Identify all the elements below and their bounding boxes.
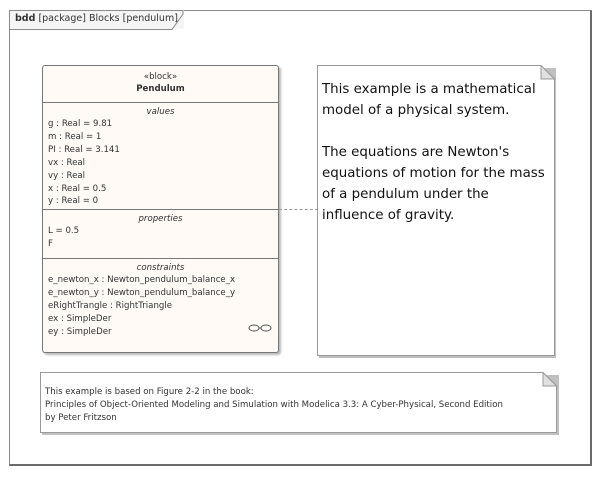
- note-paragraph: The equations are Newton's equations of motion for the mass of a pendulum under the influence of gravity.: [322, 145, 545, 223]
- value-item[interactable]: y : Real = 0: [48, 196, 99, 207]
- properties-compartment: [43, 210, 278, 259]
- constraint-item[interactable]: eRightTrangle : RightTriangle: [48, 300, 173, 311]
- frame-label-tab[interactable]: [9, 10, 184, 29]
- constraint-item[interactable]: ey : SimpleDer: [48, 326, 112, 337]
- frame-title: [15, 13, 178, 24]
- link-chain-icon[interactable]: [248, 324, 272, 335]
- constraints-title: constraints: [136, 263, 185, 273]
- values-compartment: [43, 103, 278, 210]
- note-line: by Peter Fritzson: [45, 412, 117, 423]
- value-item[interactable]: vx : Real: [48, 157, 86, 168]
- value-item[interactable]: g : Real = 9.81: [48, 119, 113, 129]
- value-item[interactable]: vy : Real: [48, 170, 86, 181]
- note-connector-line[interactable]: [279, 209, 318, 210]
- constraint-item[interactable]: e_newton_y : Newton_pendulum_balance_y: [48, 287, 236, 298]
- constraints-compartment: [43, 259, 278, 343]
- value-item[interactable]: m : Real = 1: [48, 131, 102, 142]
- note-paragraph: This example is a mathematical model of a physical system.: [322, 82, 536, 118]
- block-stereotype: «block»: [143, 72, 178, 82]
- diagram-label: [package] Blocks [pendulum]: [38, 13, 178, 24]
- note-text: [322, 79, 547, 247]
- note-description[interactable]: [317, 65, 555, 357]
- note-line: This example is based on Figure 2-2 in the book:: [45, 387, 254, 397]
- properties-title: properties: [138, 214, 183, 224]
- block-header: [43, 66, 278, 103]
- block-name: Pendulum: [136, 84, 185, 94]
- note-reference[interactable]: [40, 372, 557, 434]
- constraint-item[interactable]: e_newton_x : Newton_pendulum_balance_x: [48, 275, 236, 285]
- note-line: Principles of Object-Oriented Modeling and Simulation with Modelica 3.3: A Cyber-Physical, Second Edition: [45, 399, 503, 410]
- value-item[interactable]: PI : Real = 3.141: [48, 144, 120, 155]
- property-item[interactable]: L = 0.5: [48, 226, 80, 236]
- block-pendulum[interactable]: [42, 65, 279, 353]
- values-title: values: [146, 107, 175, 117]
- note-text: [45, 386, 503, 425]
- diagram-kind: bdd: [15, 13, 36, 24]
- constraint-item[interactable]: ex : SimpleDer: [48, 313, 112, 324]
- property-item[interactable]: F: [48, 238, 53, 249]
- value-item[interactable]: x : Real = 0.5: [48, 183, 107, 194]
